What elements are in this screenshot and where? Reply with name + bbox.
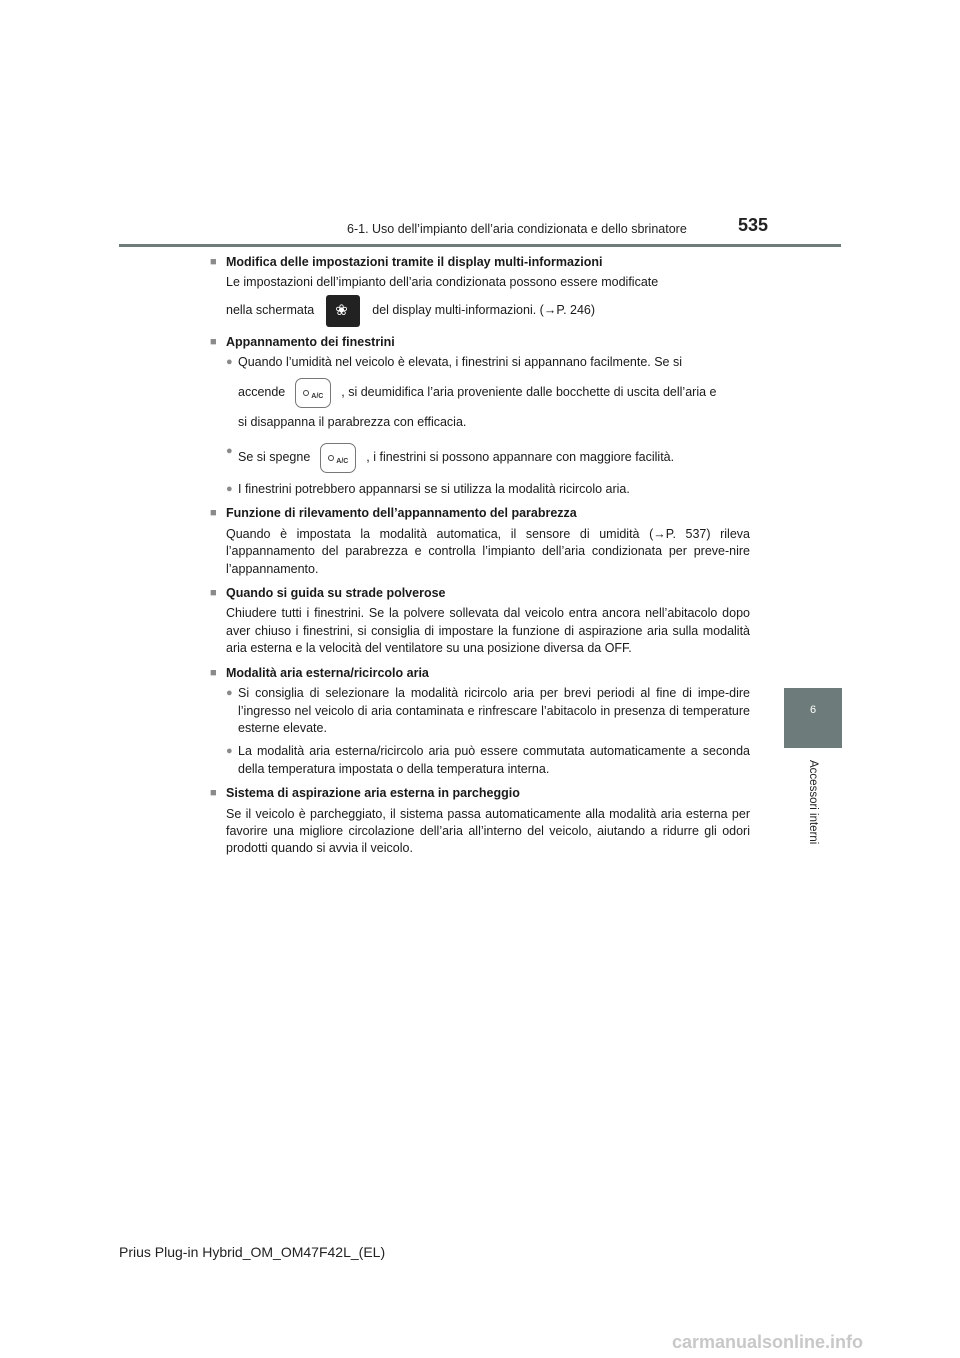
bullet-item: ● La modalità aria esterna/ricircolo aria può essere commutata automaticamente a seconda della temperatura impostata o della temperatura interna. (226, 743, 750, 778)
chapter-tab (784, 688, 842, 748)
manual-id: Prius Plug-in Hybrid_OM_OM47F42L_(EL) (119, 1244, 386, 1260)
section-window-fogging (210, 334, 750, 499)
section-header: 6-1. Uso dell’impianto dell’aria condizionata e dello sbrinatore (347, 222, 687, 236)
ac-label: A/C (311, 392, 324, 400)
ac-button-icon (320, 443, 356, 473)
page-number: 535 (738, 215, 769, 235)
paragraph-with-icon (226, 295, 750, 327)
ac-label: A/C (336, 458, 349, 466)
text-fragment: del display multi-informazioni. (→P. 246) (372, 303, 596, 318)
text-fragment: , si deumidifica l’aria proveniente dalle bocchette di uscita dell’aria e (341, 384, 717, 399)
bullet-item (226, 354, 750, 431)
bullet-text: si disappanna il parabrezza con efficacia. (238, 414, 467, 429)
section-title: ■ Modifica delle impostazioni tramite il display multi-informazioni (210, 254, 750, 271)
header-rule (119, 244, 841, 247)
section-parking-air-intake (210, 785, 750, 858)
bullet-item (226, 443, 750, 473)
chapter-number: 6 (809, 704, 817, 716)
section-air-mode (210, 665, 750, 778)
bullet-item: ● I finestrini potrebbero appannarsi se si utilizza la modalità ricircolo aria. (226, 481, 750, 498)
bullet-text: ● Quando l’umidità nel veicolo è elevata, i finestrini si appannano facilmente. Se si (238, 355, 683, 370)
section-title: ■ Funzione di rilevamento dell’appannamento del parabrezza (210, 505, 750, 522)
page-content (210, 254, 750, 858)
climate-settings-icon (326, 295, 360, 327)
text-fragment: nella schermata (226, 303, 315, 318)
ac-button-icon (295, 378, 331, 408)
section-title: ■ Modalità aria esterna/ricircolo aria (210, 665, 750, 682)
section-windshield-fog-detection (210, 505, 750, 578)
section-title: ■ Appannamento dei finestrini (210, 334, 750, 351)
ac-indicator-dot (303, 390, 309, 396)
section-title: ■ Quando si guida su strade polverose (210, 585, 750, 602)
text-fragment: , i finestrini si possono appannare con maggiore facilità. (366, 450, 675, 465)
section-title: ■ Sistema di aspirazione aria esterna in parcheggio (210, 785, 750, 802)
paragraph: Chiudere tutti i finestrini. Se la polvere sollevata dal veicolo entra ancora nell’abitacolo dopo aver chiuso i finestrini, si consiglia di impostare la funzione di aspirazione aria sulla modalità aria esterna e la velocità del ventilatore su una posizione diversa da OFF. (226, 606, 750, 656)
ac-indicator-dot (328, 455, 334, 461)
chapter-title: Accessori interni (807, 760, 819, 845)
bullet-text-with-icon (238, 443, 750, 473)
section-dusty-roads (210, 585, 750, 658)
paragraph: Se il veicolo è parcheggiato, il sistema passa automaticamente alla modalità aria esterna per favorire una migliore circolazione dell’aria all’interno del veicolo, aiutando a ridurre gli odori prodotti quando si avvia il veicolo. (226, 806, 750, 856)
bullet-item: ● Si consiglia di selezionare la modalità ricircolo aria per brevi periodi al fine di impe-dire l’ingresso nel veicolo di aria contaminata e rinfrescare l’abitacolo in presenza di temperature esterne elevate. (226, 685, 750, 737)
bullet-text-with-icon (238, 378, 750, 408)
watermark: carmanualsonline.info (672, 1332, 864, 1352)
paragraph: Le impostazioni dell’impianto dell’aria condizionata possono essere modificate (226, 275, 659, 290)
text-fragment: ● Se si spegne (238, 450, 311, 465)
section-multi-info-settings (210, 254, 750, 327)
paragraph: Quando è impostata la modalità automatica, il sensore di umidità (→P. 537) rileva l’appannamento del parabrezza e controlla l’impianto dell’aria condizionata per preve-nire l’appannamento. (226, 526, 750, 576)
text-fragment: accende (238, 384, 286, 399)
